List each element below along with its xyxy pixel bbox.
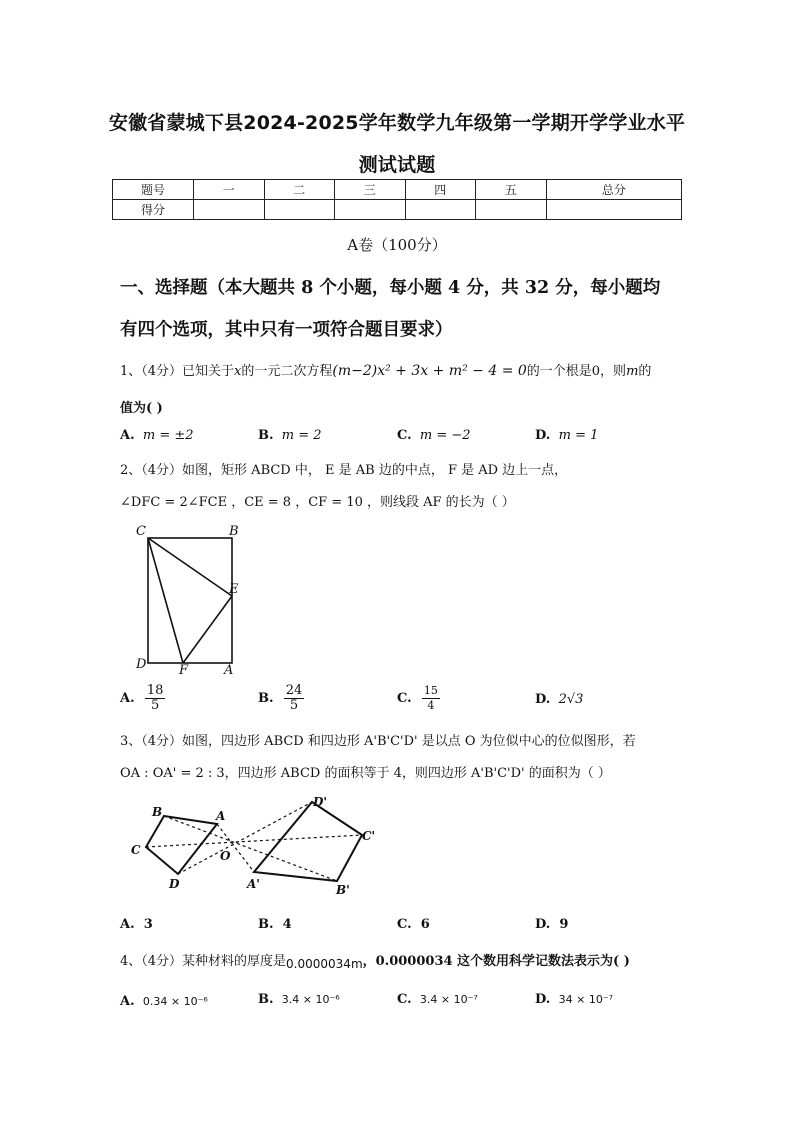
question-2-line2: ∠DFC = 2∠FCE ，CE = 8 ，CF = 10 ，则线段 AF 的长为（ ） bbox=[120, 495, 515, 510]
q1-end: 的 bbox=[638, 364, 652, 379]
option-text: 3.4 × 10⁻⁷ bbox=[419, 993, 478, 1006]
page-title-line2: 测试试题 bbox=[358, 154, 436, 176]
score-header-cell: 总分 bbox=[546, 180, 682, 200]
option-text: 3 bbox=[143, 917, 153, 932]
option-label: C. bbox=[397, 691, 412, 706]
option-label: A. bbox=[120, 691, 135, 706]
q1-option-c bbox=[397, 428, 471, 443]
score-table-score-row bbox=[113, 200, 682, 220]
score-header-cell: 五 bbox=[476, 180, 547, 200]
score-header-cell: 二 bbox=[264, 180, 335, 200]
score-row-label: 得分 bbox=[113, 200, 194, 220]
q4-option-b bbox=[258, 992, 340, 1007]
q4-prefix: 4、（4分）某种材料的厚度是 bbox=[120, 954, 287, 969]
option-label: D. bbox=[535, 917, 551, 932]
label-c: C bbox=[136, 524, 146, 539]
label-f: F bbox=[179, 663, 189, 675]
score-cell bbox=[405, 200, 476, 220]
score-table-header-row bbox=[113, 180, 682, 200]
label-a: A bbox=[224, 663, 234, 675]
label-d: D bbox=[169, 877, 180, 891]
option-text: 34 × 10⁻⁷ bbox=[558, 993, 614, 1006]
q3-option-d bbox=[535, 917, 568, 932]
score-cell bbox=[335, 200, 406, 220]
quadrilateral-abcd bbox=[146, 816, 217, 874]
option-label: C. bbox=[397, 992, 412, 1007]
option-label: C. bbox=[397, 428, 412, 443]
question-1-line2: 值为( ) bbox=[120, 401, 163, 416]
q1-suffix: 的一个根是0，则 bbox=[526, 364, 627, 379]
option-text: 2√3 bbox=[558, 692, 584, 707]
option-text: m = ±2 bbox=[142, 428, 194, 443]
question-4 bbox=[120, 950, 630, 969]
question-3-line2: OA : OA' = 2 : 3，四边形 ABCD 的面积等于 4，则四边形 A'B'C'D' 的面积为（ ） bbox=[120, 766, 611, 781]
option-label: D. bbox=[535, 428, 551, 443]
score-cell bbox=[476, 200, 547, 220]
fraction bbox=[145, 684, 166, 713]
section-heading: 一、选择题（本大题共 8 个小题，每小题 4 分，共 32 分，每小题均 bbox=[120, 278, 661, 298]
question-3: 3、（4分）如图，四边形 ABCD 和四边形 A'B'C'D' 是以点 O 为位似中心的位似图形，若 bbox=[120, 734, 636, 749]
q1-option-b bbox=[258, 428, 322, 443]
q4-value: 0.0000034m bbox=[286, 957, 363, 971]
q4-option-c bbox=[397, 992, 478, 1007]
dashed-line-dd bbox=[178, 802, 312, 874]
section-heading-line2: 有四个选项，其中只有一项符合题目要求） bbox=[120, 320, 453, 340]
score-header-cell: 一 bbox=[194, 180, 265, 200]
numerator: 24 bbox=[285, 683, 303, 698]
dashed-line-cc bbox=[146, 835, 362, 847]
label-c: C bbox=[131, 843, 141, 857]
option-text: m = 2 bbox=[281, 428, 322, 443]
label-o: O bbox=[220, 849, 231, 863]
question-1 bbox=[120, 360, 651, 379]
score-header-cell: 四 bbox=[405, 180, 476, 200]
q2-option-b bbox=[258, 684, 306, 713]
numerator: 18 bbox=[146, 683, 164, 698]
option-label: B. bbox=[258, 428, 274, 443]
q1-equation: (m−2)x² + 3x + m² − 4 = 0 bbox=[332, 363, 527, 379]
option-label: B. bbox=[258, 992, 274, 1007]
score-header-cell: 三 bbox=[335, 180, 406, 200]
rectangle-abcd bbox=[148, 538, 232, 663]
homothety-figure bbox=[126, 792, 386, 902]
option-label: A. bbox=[120, 994, 135, 1009]
label-b: B bbox=[152, 805, 163, 819]
q4-suffix: ，0.0000034 这个数用科学记数法表示为( ) bbox=[362, 954, 630, 969]
score-cell bbox=[194, 200, 265, 220]
q3-option-b bbox=[258, 917, 292, 932]
q3-option-c bbox=[397, 917, 430, 932]
score-header-cell: 题号 bbox=[113, 180, 194, 200]
option-text: m = 1 bbox=[558, 428, 599, 443]
question-2: 2、（4分）如图，矩形 ABCD 中， E 是 AB 边的中点， F 是 AD 边上一点， bbox=[120, 463, 568, 478]
label-c-prime: C' bbox=[362, 829, 376, 843]
numerator: 15 bbox=[423, 684, 438, 697]
label-d: D bbox=[136, 657, 147, 672]
rectangle-figure bbox=[126, 520, 256, 675]
option-label: B. bbox=[258, 917, 274, 932]
q3-option-a bbox=[120, 917, 153, 932]
segment-ce bbox=[148, 538, 232, 596]
q2-option-c bbox=[397, 684, 442, 713]
quadrilateral-a-b-c-d-prime bbox=[254, 802, 362, 881]
label-a-prime: A' bbox=[247, 877, 260, 891]
score-table bbox=[112, 179, 682, 220]
dashed-line-bb bbox=[164, 816, 337, 881]
fraction bbox=[422, 684, 440, 713]
label-b: B bbox=[229, 524, 239, 539]
option-label: D. bbox=[535, 992, 551, 1007]
q4-option-a bbox=[120, 994, 208, 1009]
q1-option-d bbox=[535, 428, 598, 443]
option-text: 0.34 × 10⁻⁶ bbox=[142, 995, 208, 1008]
option-text: 6 bbox=[420, 917, 430, 932]
denominator: 4 bbox=[427, 699, 435, 712]
option-label: D. bbox=[535, 692, 551, 707]
label-a: A bbox=[216, 809, 226, 823]
score-cell bbox=[546, 200, 682, 220]
fraction bbox=[284, 684, 305, 713]
label-b-prime: B' bbox=[336, 883, 350, 897]
option-text: 9 bbox=[559, 917, 569, 932]
q2-option-d bbox=[535, 692, 583, 707]
option-label: A. bbox=[120, 917, 135, 932]
denominator: 5 bbox=[151, 698, 160, 713]
page-title: 安徽省蒙城下县2024-2025学年数学九年级第一学期开学学业水平 bbox=[108, 112, 686, 134]
score-cell bbox=[264, 200, 335, 220]
q2-option-a bbox=[120, 684, 167, 713]
q1-var-x: x bbox=[234, 364, 242, 379]
option-label: C. bbox=[397, 917, 412, 932]
q1-option-a bbox=[120, 428, 194, 443]
option-text: m = −2 bbox=[419, 428, 471, 443]
label-e: E bbox=[229, 582, 239, 597]
option-text: 3.4 × 10⁻⁶ bbox=[281, 993, 340, 1006]
q1-var-m: m bbox=[626, 364, 639, 379]
volume-heading: A卷（100分） bbox=[347, 236, 447, 254]
label-d-prime: D' bbox=[313, 795, 328, 809]
denominator: 5 bbox=[289, 698, 299, 713]
option-text: 4 bbox=[282, 917, 292, 932]
q1-prefix: 1、（4分）已知关于 bbox=[120, 364, 235, 379]
option-label: B. bbox=[258, 691, 274, 706]
option-label: A. bbox=[120, 428, 135, 443]
segment-cf bbox=[148, 538, 183, 663]
q4-option-d bbox=[535, 992, 613, 1007]
q1-mid: 的一元二次方程 bbox=[241, 364, 333, 379]
segment-fe bbox=[183, 596, 232, 663]
